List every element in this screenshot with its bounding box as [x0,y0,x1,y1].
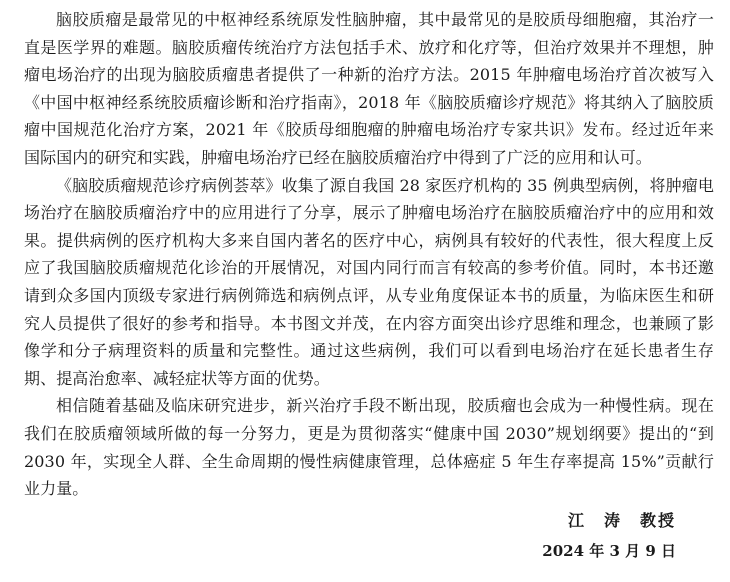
paragraph-2: 《脑胶质瘤规范诊疗病例荟萃》收集了源自我国 28 家医疗机构的 35 例典型病例，将肿瘤电场治疗在脑胶质瘤治疗中的应用进行了分享，展示了肿瘤电场治疗在脑胶质瘤治疗中的应用和效果。提供病例的医疗机构大多来自国内著名的医疗中心，病例具有较好的代表性，很大程度上反应了我国脑胶质瘤规范化诊治的开展情况，对国内同行而言有较高的参考价值。同时，本书还邀请到众多国内顶级专家进行病例筛选和病例点评，从专业角度保证本书的质量，为临床医生和研究人员提供了很好的参考和指导。本书图文并茂，在内容方面突出诊疗思维和理念，也兼顾了影像学和分子病理资料的质量和完整性。通过这些病例，我们可以看到电场治疗在延长患者生存期、提高治愈率、减轻症状等方面的优势。 [24,175,714,388]
preface-body [24,6,714,503]
signature-date: 2024 年 3 月 9 日 [542,542,676,560]
paragraph-3: 相信随着基础及临床研究进步，新兴治疗手段不断出现，胶质瘤也会成为一种慢性病。现在我们在胶质瘤领域所做的每一分努力，更是为贯彻落实“健康中国 2030”规划纲要》提出的“到 2030 年，实现全人群、全生命周期的慢性病健康管理，总体癌症 5 年生存率提高 15%”贡献行业力量。 [24,396,714,499]
author-signature: 江 涛 教授 [567,511,676,530]
paragraph-1: 脑胶质瘤是最常见的中枢神经系统原发性脑肿瘤，其中最常见的是胶质母细胞瘤，其治疗一直是医学界的难题。脑胶质瘤传统治疗方法包括手术、放疗和化疗等，但治疗效果并不理想，肿瘤电场治疗的出现为脑胶质瘤患者提供了一种新的治疗方法。2015 年肿瘤电场治疗首次被写入《中国中枢神经系统胶质瘤诊断和治疗指南》，2018 年《脑胶质瘤诊疗规范》将其纳入了脑胶质瘤中国规范化治疗方案，2021 年《胶质母细胞瘤的肿瘤电场治疗专家共识》发布。经过近年来国际国内的研究和实践，肿瘤电场治疗已经在脑胶质瘤治疗中得到了广泛的应用和认可。 [24,10,714,167]
